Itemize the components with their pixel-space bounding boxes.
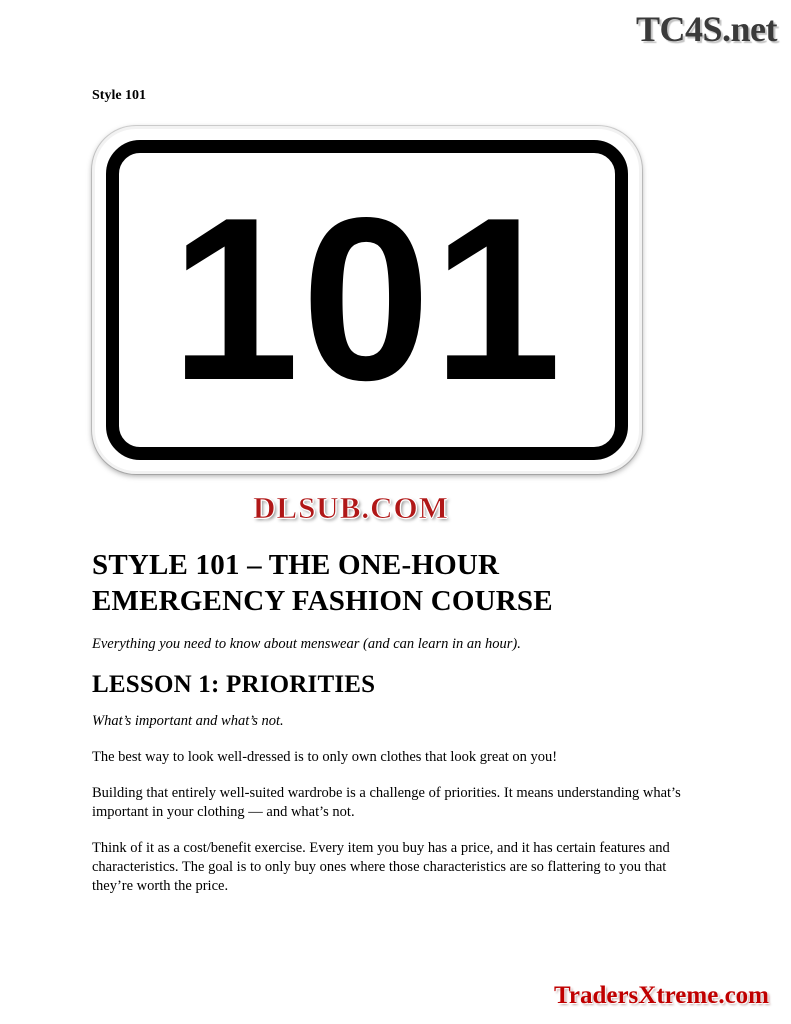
lesson-heading: LESSON 1: PRIORITIES [92,670,376,698]
lesson-subtitle: What’s important and what’s not. [92,712,284,729]
watermark-top-right: TC4S.net [635,9,777,49]
sign-inner-border [106,140,628,460]
page-subtitle: Everything you need to know about menswear (and can learn in an hour). [92,635,521,652]
sign-number-text: 101 [170,170,564,430]
watermark-bottom-right: TradersXtreme.com [554,982,769,1009]
route-sign-graphic [92,126,660,474]
sign-outer-frame [92,126,642,474]
article-content [92,547,692,896]
body-paragraph: Think of it as a cost/benefit exercise. Every item you buy has a price, and it has certain features and characteristics. The goal is to only buy ones where those characteristics are so flattering to you that they’re worth the price. [92,839,670,895]
watermark-center: DLSUB.COM [253,490,449,525]
body-paragraph: The best way to look well-dressed is to only own clothes that look great on you! [92,748,558,765]
page-title: STYLE 101 – THE ONE-HOUR EMERGENCY FASHION COURSE [92,549,553,618]
running-head: Style 101 [92,88,147,103]
body-paragraph: Building that entirely well-suited wardrobe is a challenge of priorities. It means understanding what’s important in your clothing — and what’s not. [92,784,681,820]
